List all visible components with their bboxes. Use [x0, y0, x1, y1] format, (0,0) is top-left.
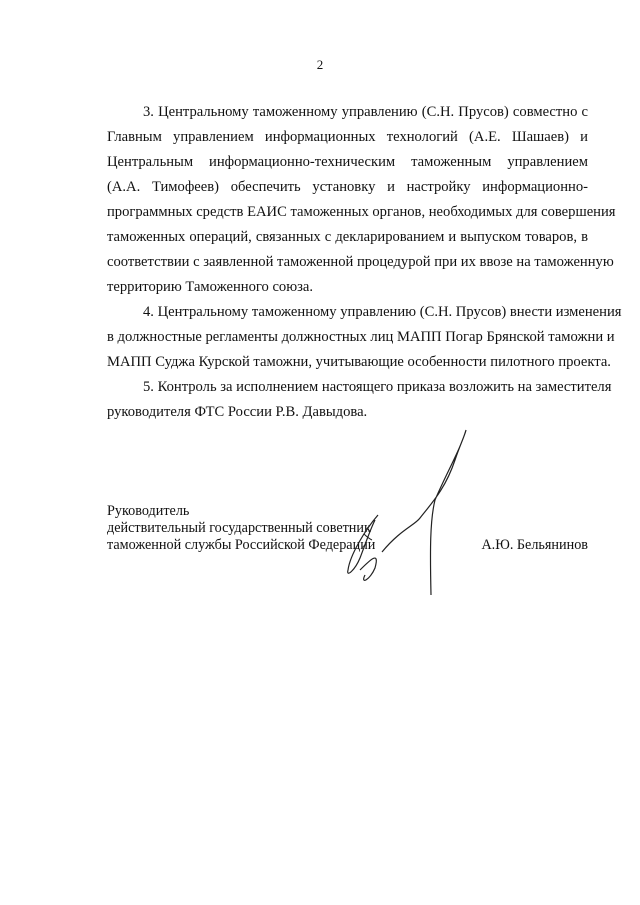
paragraph-4-line: в должностные регламенты должностных лиц МАПП Погар Брянской таможни и	[107, 329, 615, 345]
signer-position-line: таможенной службы Российской Федерации	[107, 537, 376, 553]
paragraph-5-line: руководителя ФТС России Р.В. Давыдова.	[107, 404, 368, 420]
page-number: 2	[316, 57, 324, 72]
paragraph-3-line: Центральным информационно-техническим таможенным управлением	[107, 154, 588, 170]
paragraph-4-line: 4. Центральному таможенному управлению (С.Н. Прусов) внести изменения	[143, 304, 622, 320]
paragraph-3-line: программных средств ЕАИС таможенных органов, необходимых для совершения	[107, 204, 616, 220]
paragraph-4-line: МАПП Суджа Курской таможни, учитывающие особенности пилотного проекта.	[107, 354, 611, 370]
paragraph-3-line: (А.А. Тимофеев) обеспечить установку и настройку информационно-	[107, 179, 588, 195]
handwritten-signature	[320, 420, 480, 600]
paragraph-3-line: территорию Таможенного союза.	[107, 279, 314, 295]
paragraph-3-line: соответствии с заявленной таможенной процедурой при их ввозе на таможенную	[107, 254, 614, 270]
signer-position-line: Руководитель	[107, 503, 190, 519]
document-body	[107, 100, 622, 425]
paragraph-5-line: 5. Контроль за исполнением настоящего приказа возложить на заместителя	[143, 379, 612, 395]
paragraph-3-line: 3. Центральному таможенному управлению (С.Н. Прусов) совместно с	[143, 104, 588, 120]
paragraph-3-line: таможенных операций, связанных с декларированием и выпуском товаров, в	[107, 229, 588, 245]
signer-position-line: действительный государственный советник	[107, 520, 371, 536]
signer-name: А.Ю. Бельянинов	[481, 537, 588, 553]
paragraph-3-line: Главным управлением информационных технологий (А.Е. Шашаев) и	[107, 129, 588, 145]
